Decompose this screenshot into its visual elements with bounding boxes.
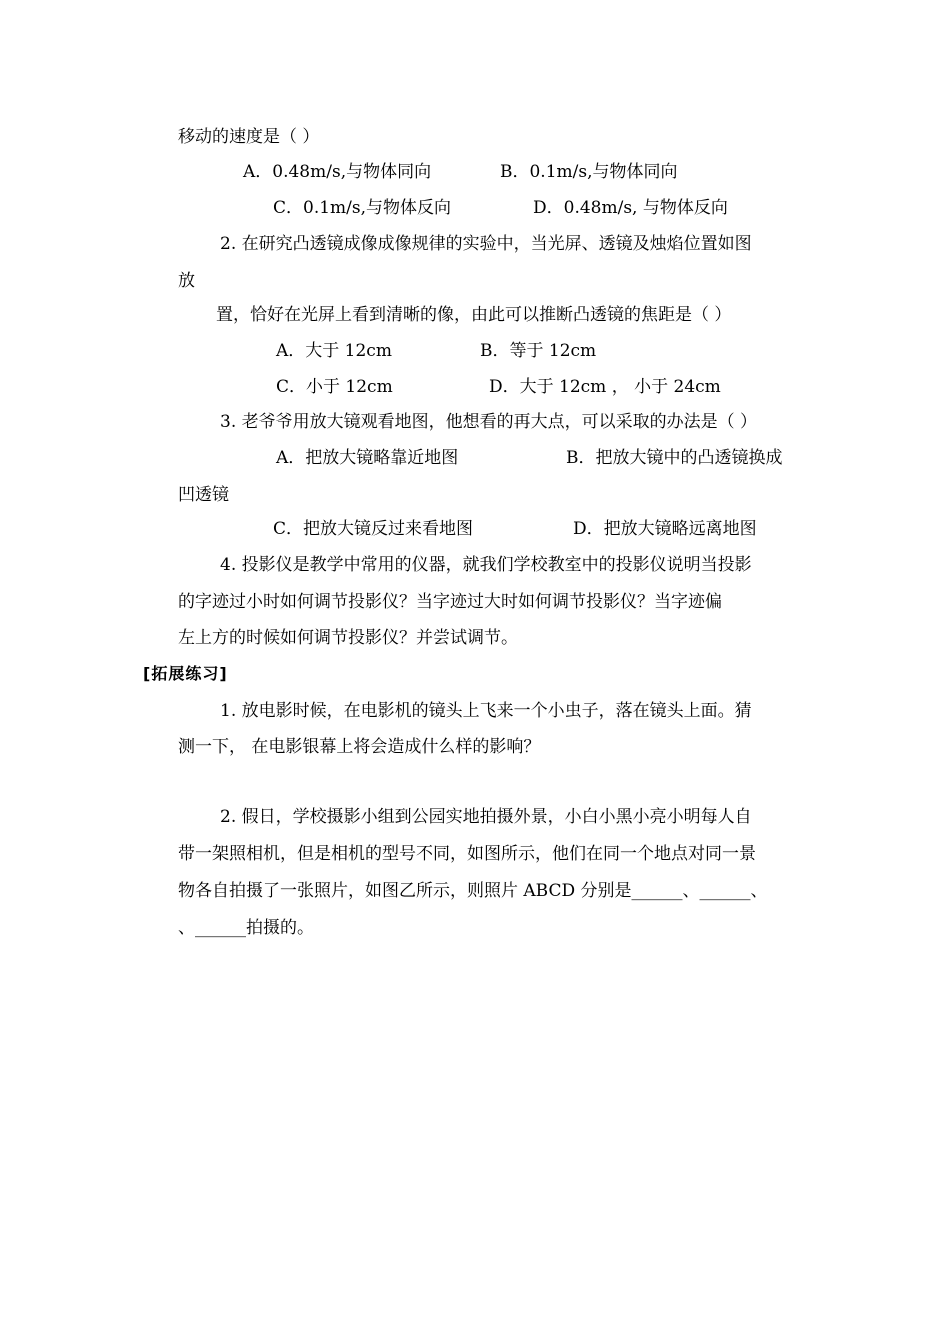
ext2-line4: 、______拍摄的。 (178, 918, 314, 938)
q2-option-b: B．等于 12cm (480, 341, 597, 361)
q3-stem: 3. 老爷爷用放大镜观看地图，他想看的再大点，可以采取的办法是（ ） (220, 412, 758, 432)
q3-option-d: D．把放大镜略远离地图 (573, 519, 757, 539)
q3-option-a: A．把放大镜略靠近地图 (276, 448, 459, 468)
ext1-line1: 1. 放电影时候，在电影机的镜头上飞来一个小虫子，落在镜头上面。猜 (220, 701, 752, 721)
section-heading: [拓展练习] (143, 664, 228, 683)
q1-option-b: B．0.1m/s,与物体同向 (500, 162, 678, 182)
q2-option-a: A．大于 12cm (276, 341, 392, 361)
q1-option-a: A．0.48m/s,与物体同向 (243, 162, 432, 182)
q4-line1: 4. 投影仪是教学中常用的仪器，就我们学校教室中的投影仪说明当投影 (220, 555, 752, 575)
q1-stem: 移动的速度是（ ） (178, 127, 320, 147)
q3-option-b-continued: 凹透镜 (178, 485, 229, 505)
q2-stem-line2: 放 (178, 271, 195, 291)
q4-line2: 的字迹过小时如何调节投影仪？当字迹过大时如何调节投影仪？当字迹偏 (178, 592, 722, 612)
q1-option-d: D．0.48m/s, 与物体反向 (533, 198, 728, 218)
ext2-line3: 物各自拍摄了一张照片，如图乙所示，则照片 ABCD 分别是______、______、 (178, 881, 768, 901)
q4-line3: 左上方的时候如何调节投影仪？并尝试调节。 (178, 628, 518, 648)
q2-stem-line1: 2. 在研究凸透镜成像成像规律的实验中，当光屏、透镜及烛焰位置如图 (220, 234, 752, 254)
q1-option-c: C．0.1m/s,与物体反向 (273, 198, 452, 218)
q2-stem-line3: 置，恰好在光屏上看到清晰的像，由此可以推断凸透镜的焦距是（ ） (216, 305, 732, 325)
ext2-line1: 2. 假日，学校摄影小组到公园实地拍摄外景，小白小黑小亮小明每人自 (220, 807, 752, 827)
ext1-line2: 测一下， 在电影银幕上将会造成什么样的影响？ (178, 737, 541, 757)
q3-option-b: B．把放大镜中的凸透镜换成 (566, 448, 783, 468)
ext2-line2: 带一架照相机，但是相机的型号不同，如图所示，他们在同一个地点对同一景 (178, 844, 756, 864)
q2-option-d: D．大于 12cm ， 小于 24cm (489, 377, 721, 397)
q2-option-c: C．小于 12cm (276, 377, 393, 397)
q3-option-c: C．把放大镜反过来看地图 (273, 519, 474, 539)
